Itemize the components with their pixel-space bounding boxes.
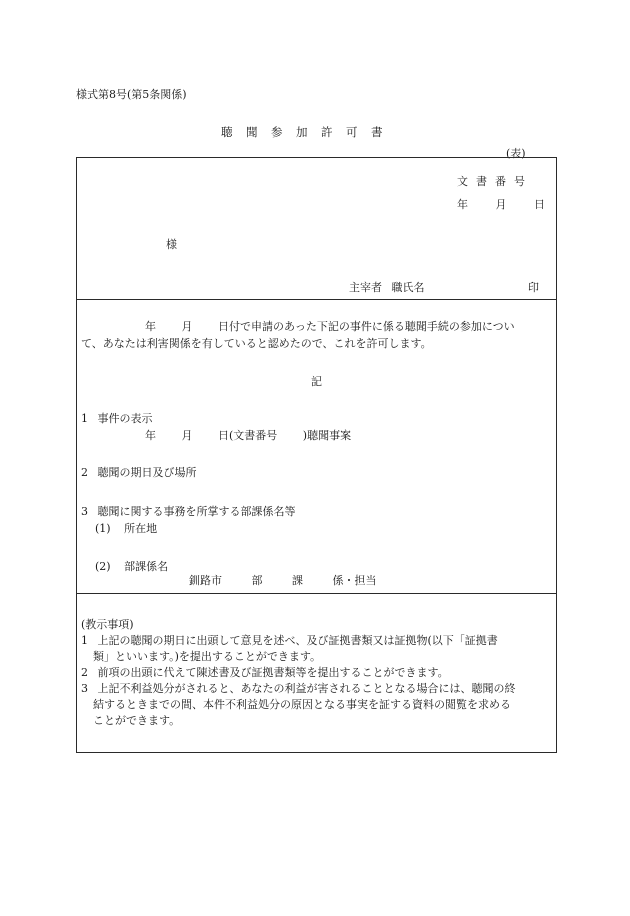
item3-sub2-detail: 釧路市 部 課 係・担当 (189, 574, 377, 587)
section-divider (77, 593, 556, 594)
note3-line2: 結するときまでの間、本件不利益処分の原因となる事実を証する資料の閲覧を求める (93, 698, 511, 711)
item1-detail: 年 月 日(文書番号 )聴聞事案 (145, 429, 352, 442)
note1-line2: 類」といいます。)を提出することができます。 (93, 650, 322, 663)
presider-label: 主宰者 職氏名 (349, 281, 425, 294)
item3-title: 3 聴聞に関する事務を所掌する部課係名等 (81, 505, 296, 518)
ki-mark: 記 (311, 375, 322, 388)
permission-text-line1: 年 月 日付で申請のあった下記の事件に係る聴聞手続の参加につい (145, 320, 515, 333)
note1-line1: 1 上記の聴聞の期日に出頭して意見を述べ、及び証拠書類又は証拠物(以下「証拠書 (81, 634, 498, 647)
section-divider (77, 299, 556, 300)
item3-sub2: (2) 部課係名 (95, 560, 169, 573)
form-box (76, 157, 557, 753)
item1-title: 1 事件の表示 (81, 412, 153, 425)
item2-title: 2 聴聞の期日及び場所 (81, 466, 197, 479)
addressee-suffix: 様 (166, 238, 177, 251)
item3-sub1: (1) 所在地 (95, 522, 158, 535)
note2: 2 前項の出頭に代えて陳述書及び証拠書類等を提出することができます。 (81, 666, 449, 679)
form-number: 様式第8号(第5条関係) (76, 88, 187, 101)
document-number-label: 文書番号 (457, 175, 533, 188)
side-mark: (表) (506, 147, 526, 160)
date-label: 年 月 日 (457, 198, 545, 211)
document-title: 聴聞参加許可書 (221, 125, 396, 139)
note3-line3: ことができます。 (93, 714, 181, 727)
notes-heading: (教示事項) (81, 618, 134, 631)
note3-line1: 3 上記不利益処分がされると、あなたの利益が害されることとなる場合には、聴聞の終 (81, 682, 516, 695)
seal-mark: 印 (528, 281, 539, 294)
permission-text-line2: て、あなたは利害関係を有していると認めたので、これを許可します。 (81, 337, 432, 350)
